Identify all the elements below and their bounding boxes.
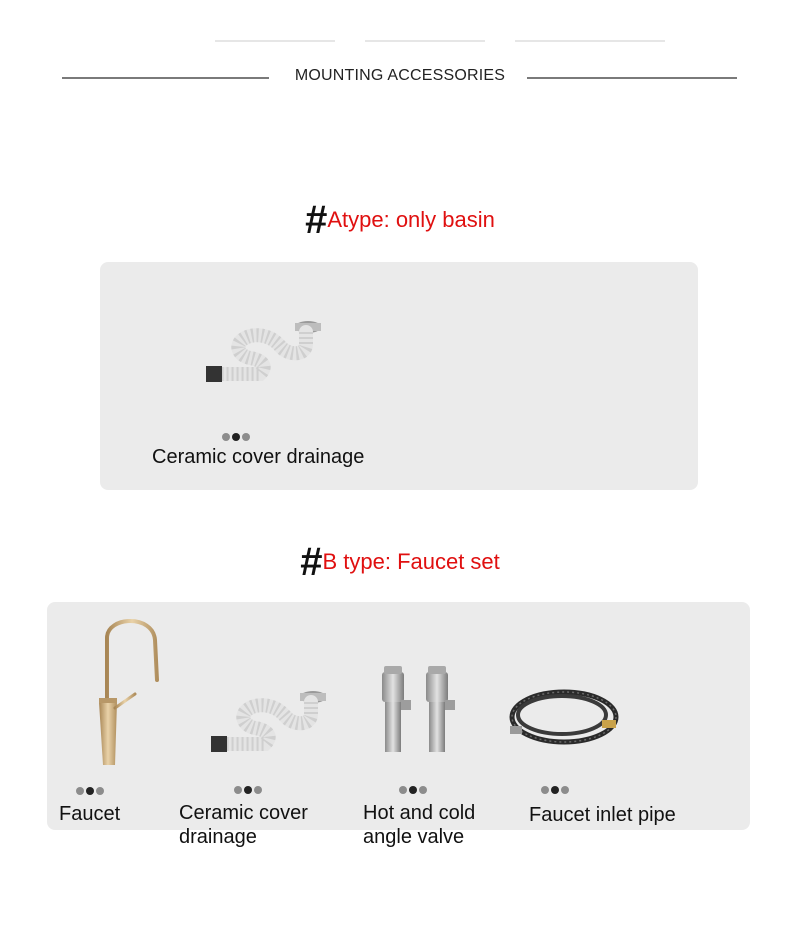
drain-pipe-icon <box>205 680 330 755</box>
item-label-drainage: Ceramic cover drainage <box>152 446 365 468</box>
dot <box>242 433 250 441</box>
dot <box>399 786 407 794</box>
dot-active <box>551 786 559 794</box>
dot <box>96 787 104 795</box>
carousel-dots <box>541 786 571 796</box>
drain-pipe-icon <box>200 310 325 385</box>
dot-active <box>409 786 417 794</box>
item-label-faucet: Faucet <box>59 803 121 825</box>
carousel-dots <box>222 433 252 443</box>
dot-active <box>232 433 240 441</box>
dot <box>419 786 427 794</box>
faucet-icon <box>73 610 163 770</box>
item-label-drainage: Ceramic cover drainage <box>179 802 308 848</box>
type-b-label: B type: Faucet set <box>322 549 500 574</box>
type-b-card <box>47 602 750 848</box>
hash-icon: # <box>300 540 323 584</box>
item-label-angle-valve: Hot and cold angle valve <box>363 802 476 848</box>
dot <box>222 433 230 441</box>
type-a-heading <box>0 198 800 243</box>
faint-top-line <box>515 40 665 42</box>
hose-icon <box>502 682 627 752</box>
dot <box>234 786 242 794</box>
angle-valve-icon <box>372 664 482 764</box>
carousel-dots <box>234 786 264 796</box>
dot-active <box>244 786 252 794</box>
hash-icon: # <box>305 198 328 242</box>
carousel-dots <box>399 786 429 796</box>
faint-top-line <box>365 40 485 42</box>
type-a-card <box>100 262 698 490</box>
dot <box>76 787 84 795</box>
item-label-inlet-pipe: Faucet inlet pipe <box>529 804 676 826</box>
section-title: MOUNTING ACCESSORIES <box>294 67 506 84</box>
dot <box>541 786 549 794</box>
faint-top-line <box>215 40 335 42</box>
dot-active <box>86 787 94 795</box>
type-a-label: Atype: only basin <box>327 207 495 232</box>
dot <box>254 786 262 794</box>
type-b-heading <box>0 540 800 585</box>
dot <box>561 786 569 794</box>
carousel-dots <box>76 787 106 797</box>
